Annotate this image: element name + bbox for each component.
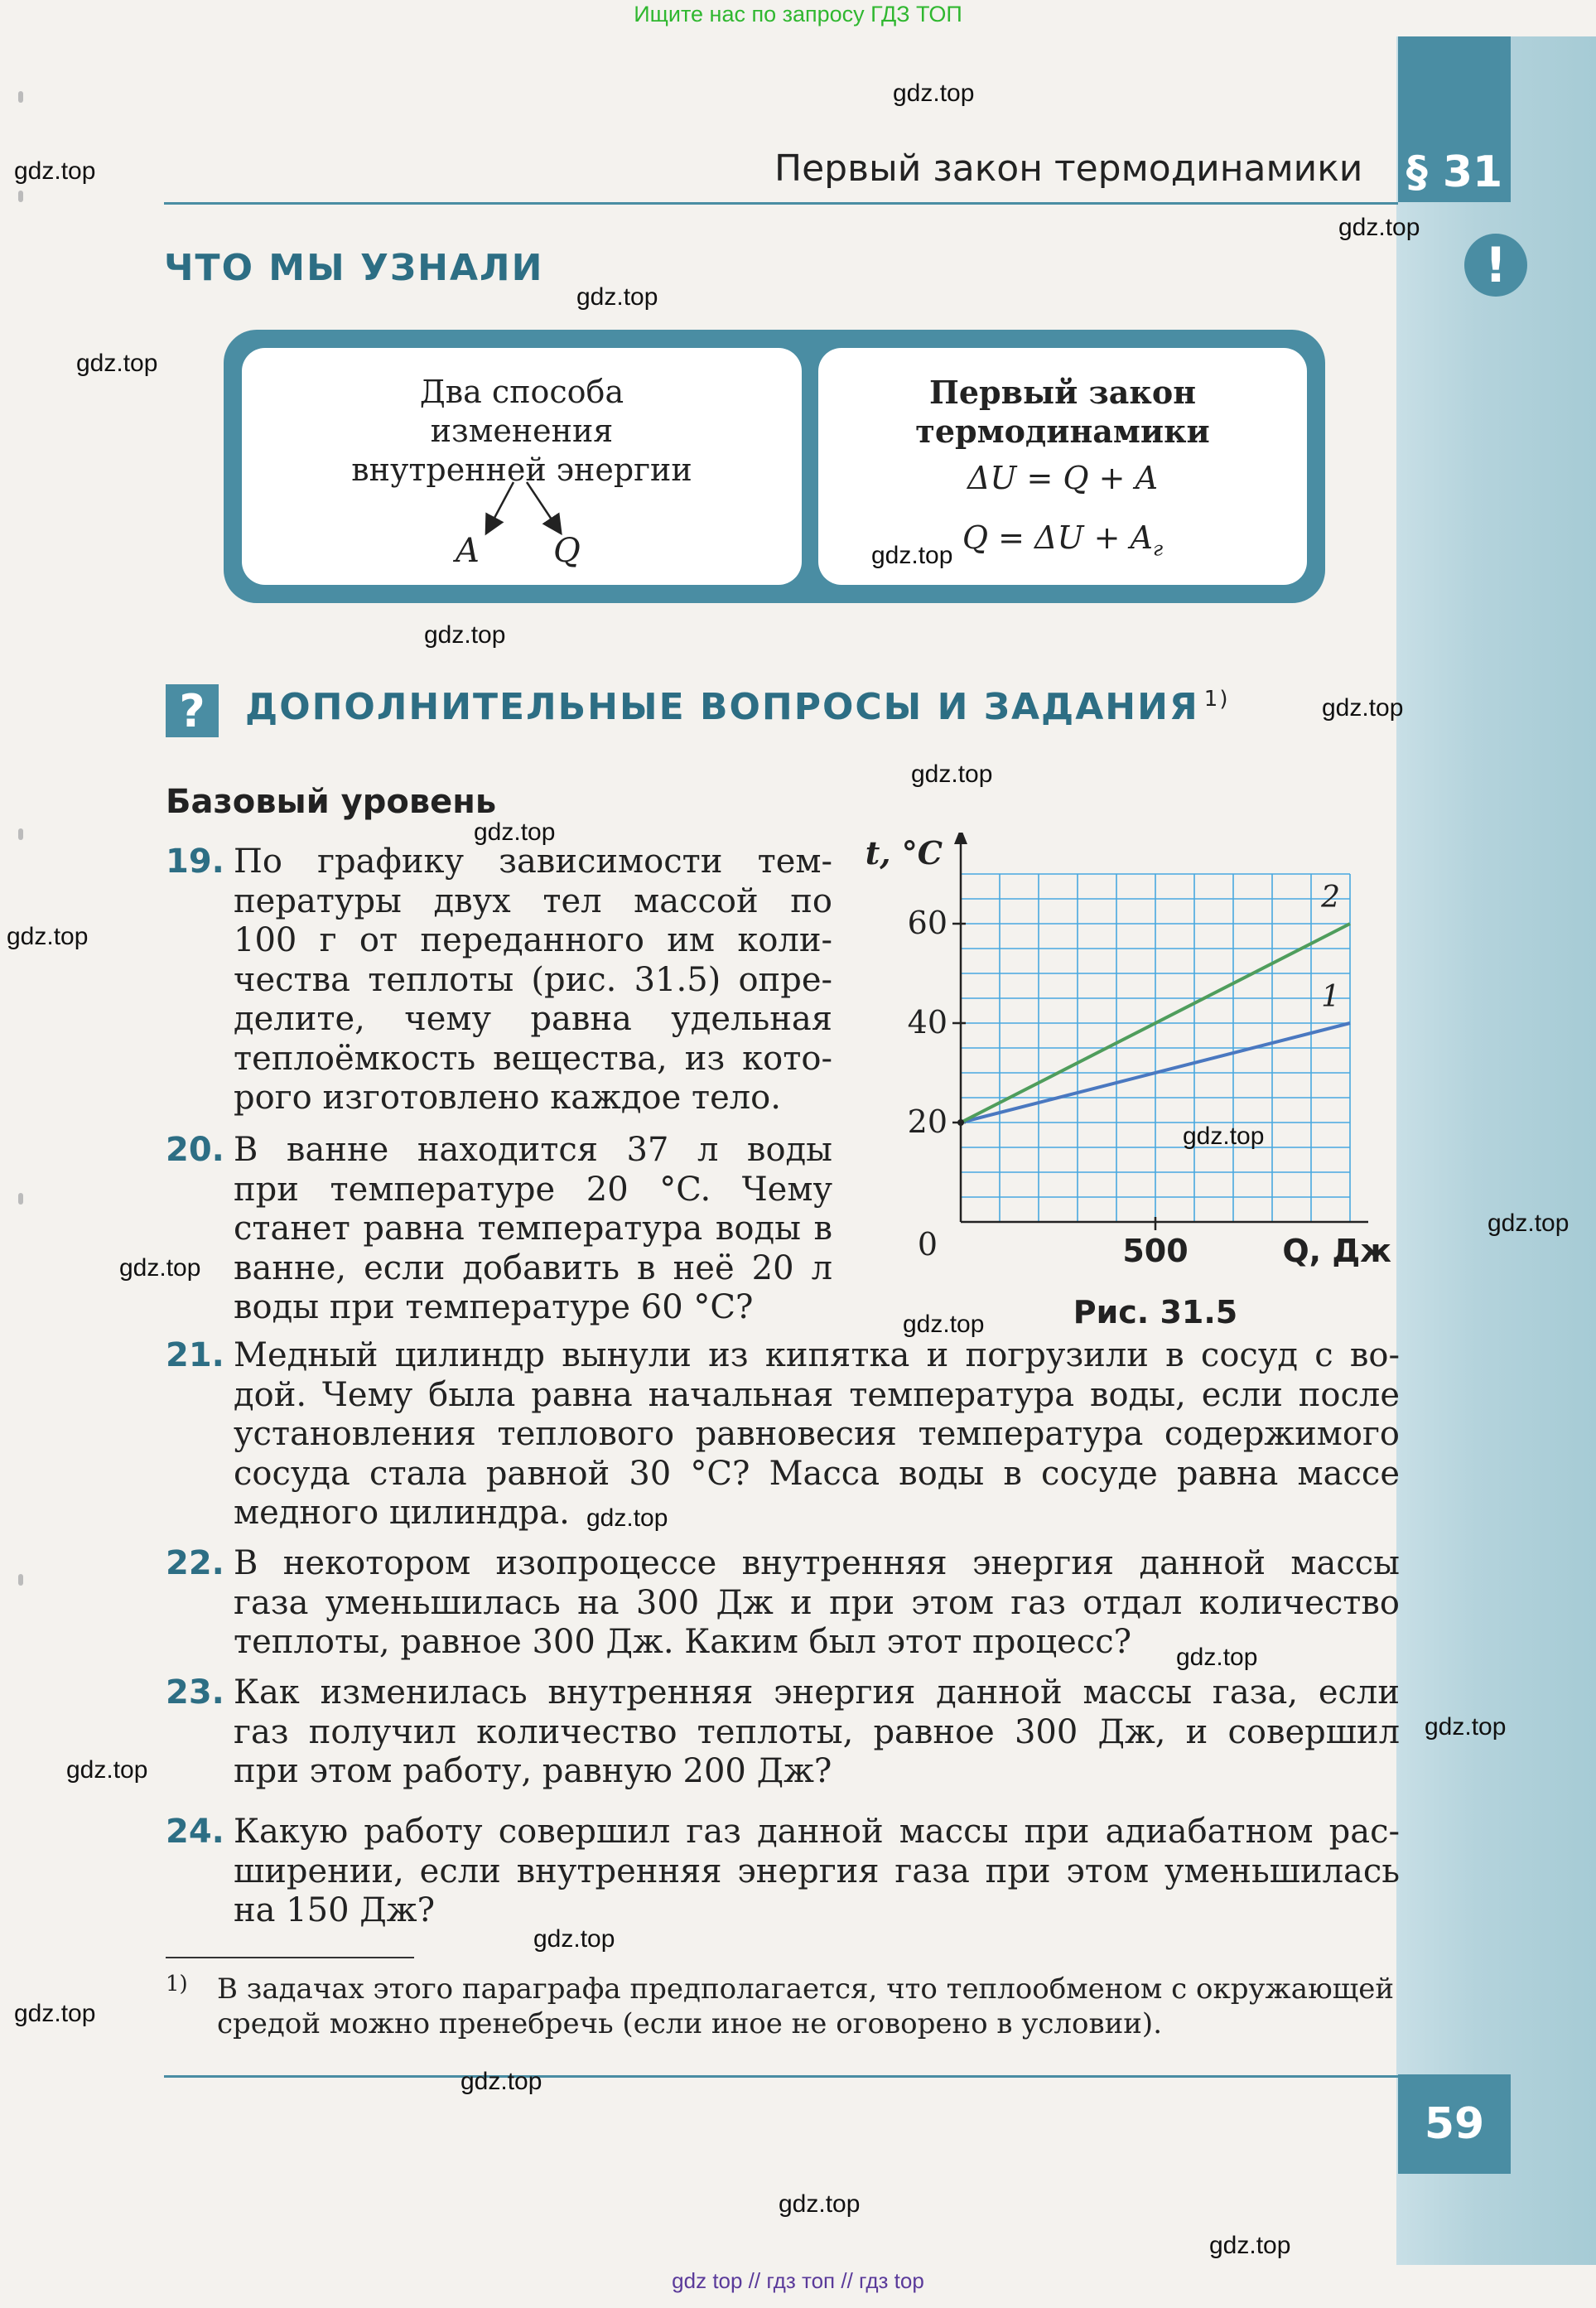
margin-mark — [18, 191, 23, 202]
start-point — [957, 1119, 964, 1126]
formula-2-sub: г — [1152, 537, 1164, 561]
summary-right-line: термодинамики — [915, 413, 1210, 450]
task-line: 100 г от переданного им коли- — [234, 921, 832, 959]
summary-left-line: внутренней энергии — [351, 451, 692, 488]
exclamation-icon: ! — [1464, 234, 1527, 297]
origin-label: 0 — [917, 1226, 938, 1263]
level-title: Базовый уровень — [166, 783, 497, 821]
margin-mark — [18, 828, 23, 840]
watermark[interactable]: gdz.top — [1322, 694, 1404, 722]
watermark[interactable]: gdz.top — [14, 157, 96, 185]
watermark[interactable]: gdz.top — [1183, 1123, 1265, 1150]
watermark[interactable]: gdz.top — [893, 80, 975, 107]
footnote-rule — [166, 1957, 414, 1958]
summary-left-cell — [242, 348, 802, 585]
watermark[interactable]: gdz.top — [7, 923, 89, 950]
watermark[interactable]: gdz.top — [1176, 1644, 1258, 1671]
watermark[interactable]: gdz.top — [911, 760, 993, 788]
task-line: медного цилиндра. — [234, 1494, 570, 1532]
x-tick-label: 500 — [1122, 1233, 1189, 1269]
task-line: Как изменилась внутренняя энергия данной массы газа, если — [234, 1673, 1400, 1712]
task-line: газ получил количество теплоты, равное 300 Дж, и совершил — [234, 1712, 1400, 1751]
figure-caption: Рис. 31.5 — [1073, 1294, 1238, 1330]
summary-heading: ЧТО МЫ УЗНАЛИ — [164, 247, 544, 289]
summary-a: A — [456, 532, 480, 570]
footnote-line: В задачах этого параграфа предполагается, что теплообменом с окружающей — [217, 1972, 1395, 2006]
question-icon: ? — [166, 684, 219, 737]
task-line: Какую работу совершил газ данной массы при адиабатном рас- — [234, 1813, 1400, 1851]
watermark[interactable]: gdz.top — [424, 621, 506, 649]
task-line: ширении, если внутренняя энергия газа при этом уменьшилась — [234, 1852, 1400, 1890]
task-line: станет равна температура воды в — [234, 1210, 832, 1248]
task-line: дой. Чему была равна начальная температура воды, если после — [234, 1375, 1400, 1414]
formula-1: ΔU = Q + A — [967, 460, 1159, 496]
summary-left-line: Два способа — [419, 374, 624, 410]
task-number: 23. — [166, 1673, 224, 1712]
watermark[interactable]: gdz.top — [460, 2068, 542, 2095]
watermark[interactable]: gdz.top — [576, 283, 658, 311]
summary-box — [224, 330, 1325, 603]
y-axis-arrow — [954, 833, 967, 844]
section-number: § 31 — [1398, 36, 1511, 202]
task-number: 22. — [166, 1544, 224, 1582]
footnote-mark: 1) — [166, 1972, 188, 1997]
footnote-line: средой можно пренебречь (если иное не оговорено в условии). — [217, 2007, 1163, 2040]
task-line: чества теплоты (рис. 31.5) опре- — [234, 960, 832, 999]
task-line: рого изготовлено каждое тело. — [234, 1079, 781, 1117]
task-line: Медный цилиндр вынули из кипятка и погрузили в сосуд с во- — [234, 1336, 1400, 1374]
watermark[interactable]: gdz.top — [871, 542, 953, 569]
y-tick-label: 20 — [907, 1103, 947, 1140]
top-note[interactable]: Ищите нас по запросу ГДЗ ТОП — [634, 2, 962, 27]
task-line: установления теплового равновесия температура содержимого — [234, 1415, 1400, 1453]
task-line: ванне, если добавить в неё 20 л — [234, 1248, 832, 1287]
series-label-1: 1 — [1321, 980, 1340, 1014]
task-line: По графику зависимости тем- — [234, 843, 832, 881]
task-line: сосуда стала равной 30 °C? Масса воды в сосуде равна массе — [234, 1454, 1400, 1493]
questions-heading — [245, 686, 1229, 728]
task-number: 24. — [166, 1813, 224, 1851]
watermark[interactable]: gdz.top — [586, 1504, 668, 1532]
task-line: пературы двух тел массой по — [234, 881, 832, 920]
task-line: теплоёмкость вещества, из кото- — [234, 1039, 832, 1078]
watermark[interactable]: gdz.top — [66, 1756, 148, 1784]
watermark[interactable]: gdz.top — [1488, 1210, 1569, 1237]
arrow-to-a — [487, 482, 514, 532]
watermark[interactable]: gdz.top — [903, 1311, 985, 1338]
task-line: В некотором изопроцессе внутренняя энергия данной массы — [234, 1544, 1400, 1582]
watermark[interactable]: gdz.top — [1338, 214, 1420, 241]
summary-right-line: Первый закон — [928, 374, 1197, 411]
x-axis-label: Q, Дж — [1282, 1233, 1391, 1269]
arrow-to-q — [527, 482, 560, 532]
watermark[interactable]: gdz.top — [533, 1925, 615, 1953]
bottom-note[interactable]: gdz top // гдз топ // гдз top — [672, 2268, 924, 2293]
y-tick-label: 40 — [907, 1004, 947, 1041]
task-line: на 150 Дж? — [234, 1891, 436, 1929]
y-tick-label: 60 — [907, 905, 947, 941]
series-label-2: 2 — [1321, 881, 1340, 915]
task-number: 19. — [166, 843, 224, 881]
watermark[interactable]: gdz.top — [1425, 1713, 1507, 1741]
watermark[interactable]: gdz.top — [474, 818, 556, 846]
watermark[interactable]: gdz.top — [76, 350, 158, 377]
summary-left-line: изменения — [430, 413, 614, 449]
task-line: теплоты, равное 300 Дж. Каким был этот процесс? — [234, 1623, 1132, 1661]
margin-mark — [18, 1193, 23, 1205]
task-line: В ванне находится 37 л воды — [234, 1131, 832, 1169]
margin-mark — [18, 1574, 23, 1586]
task-line: при температуре 20 °C. Чему — [234, 1170, 832, 1209]
header-rule — [164, 202, 1398, 205]
task-line: воды при температуре 60 °C? — [234, 1288, 754, 1326]
y-axis-label: t, °C — [865, 834, 943, 872]
task-number: 20. — [166, 1131, 224, 1169]
questions-heading-text: ДОПОЛНИТЕЛЬНЫЕ ВОПРОСЫ И ЗАДАНИЯ — [245, 686, 1199, 728]
chapter-title: Первый закон термодинамики — [774, 147, 1363, 190]
margin-mark — [18, 91, 23, 103]
task-line: делите, чему равна удельная — [234, 1000, 832, 1038]
watermark[interactable]: gdz.top — [14, 2000, 96, 2027]
watermark[interactable]: gdz.top — [119, 1254, 201, 1282]
task-number: 21. — [166, 1336, 224, 1374]
watermark[interactable]: gdz.top — [779, 2190, 861, 2218]
footnote-ref: 1) — [1203, 687, 1230, 712]
side-band — [1396, 36, 1596, 2265]
task-line: газа уменьшилась на 300 Дж и при этом газ отдал количество — [234, 1583, 1400, 1622]
formula-2-main: Q = ΔU + A — [962, 519, 1153, 556]
footer-rule — [164, 2075, 1398, 2078]
footnote — [166, 1972, 1400, 2041]
chart — [861, 833, 1408, 1346]
summary-q: Q — [553, 532, 581, 570]
watermark[interactable]: gdz.top — [1209, 2232, 1291, 2259]
page-number: 59 — [1398, 2074, 1511, 2174]
task-line: при этом работу, равную 200 Дж? — [234, 1752, 832, 1790]
summary-arrows — [242, 348, 802, 585]
